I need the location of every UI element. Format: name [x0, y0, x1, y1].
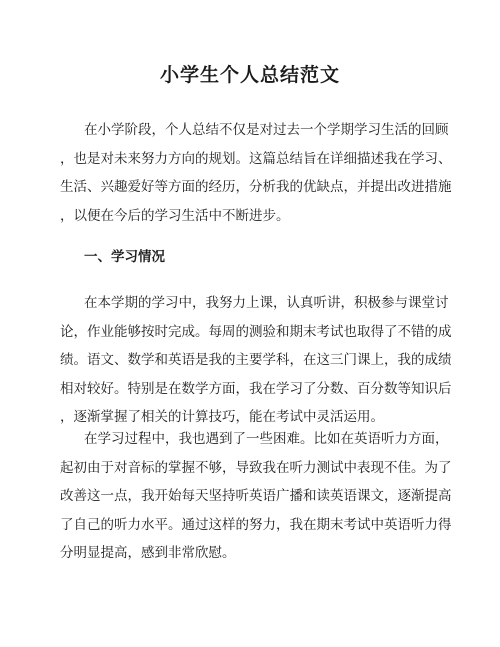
intro-line-3: 生活、兴趣爱好等方面的经历，分析我的优缺点，并提出改进措施 — [60, 179, 452, 195]
intro-paragraph — [60, 116, 452, 230]
study-p1-line-5: ，逐渐掌握了相关的计算技巧，能在考试中灵活运用。 — [60, 409, 384, 425]
study-p2-line-4: 了自己的听力水平。通过这样的努力，我在期末考试中英语听力得 — [60, 516, 452, 533]
study-paragraph-2 — [60, 425, 452, 568]
study-p2-line-1: 在学习过程中，我也遇到了一些困难。比如在英语听力方面， — [84, 431, 449, 447]
intro-line-4: ，以便在今后的学习生活中不断进步。 — [60, 207, 290, 224]
study-p1-line-1: 在本学期的学习中，我努力上课，认真听讲，积极参与课堂讨 — [84, 295, 449, 311]
study-p1-line-4: 相对较好。特别是在数学方面，我在学习了分数、百分数等知识后 — [60, 380, 452, 397]
study-p2-line-3: 改善这一点，我开始每天坚持听英语广播和读英语课文，逐渐提高 — [60, 488, 452, 504]
study-p2-line-2: 起初由于对音标的掌握不够，导致我在听力测试中表现不佳。为了 — [60, 459, 452, 476]
study-paragraph-1 — [60, 289, 452, 432]
study-p1-line-3: 绩。语文、数学和英语是我的主要学科，在这三门课上，我的成绩 — [60, 352, 452, 368]
section-heading-study: 一、学习情况 — [84, 249, 165, 265]
intro-line-2: ，也是对未来努力方向的规划。这篇总结旨在详细描述我在学习、 — [60, 150, 452, 167]
study-p2-line-5: 分明显提高，感到非常欣慰。 — [60, 545, 236, 561]
document-title: 小学生个人总结范文 — [159, 64, 340, 86]
intro-line-1: 在小学阶段，个人总结不仅是对过去一个学期学习生活的回顾 — [84, 122, 449, 138]
study-p1-line-2: 论，作业能够按时完成。每周的测验和期末考试也取得了不错的成 — [60, 323, 452, 340]
